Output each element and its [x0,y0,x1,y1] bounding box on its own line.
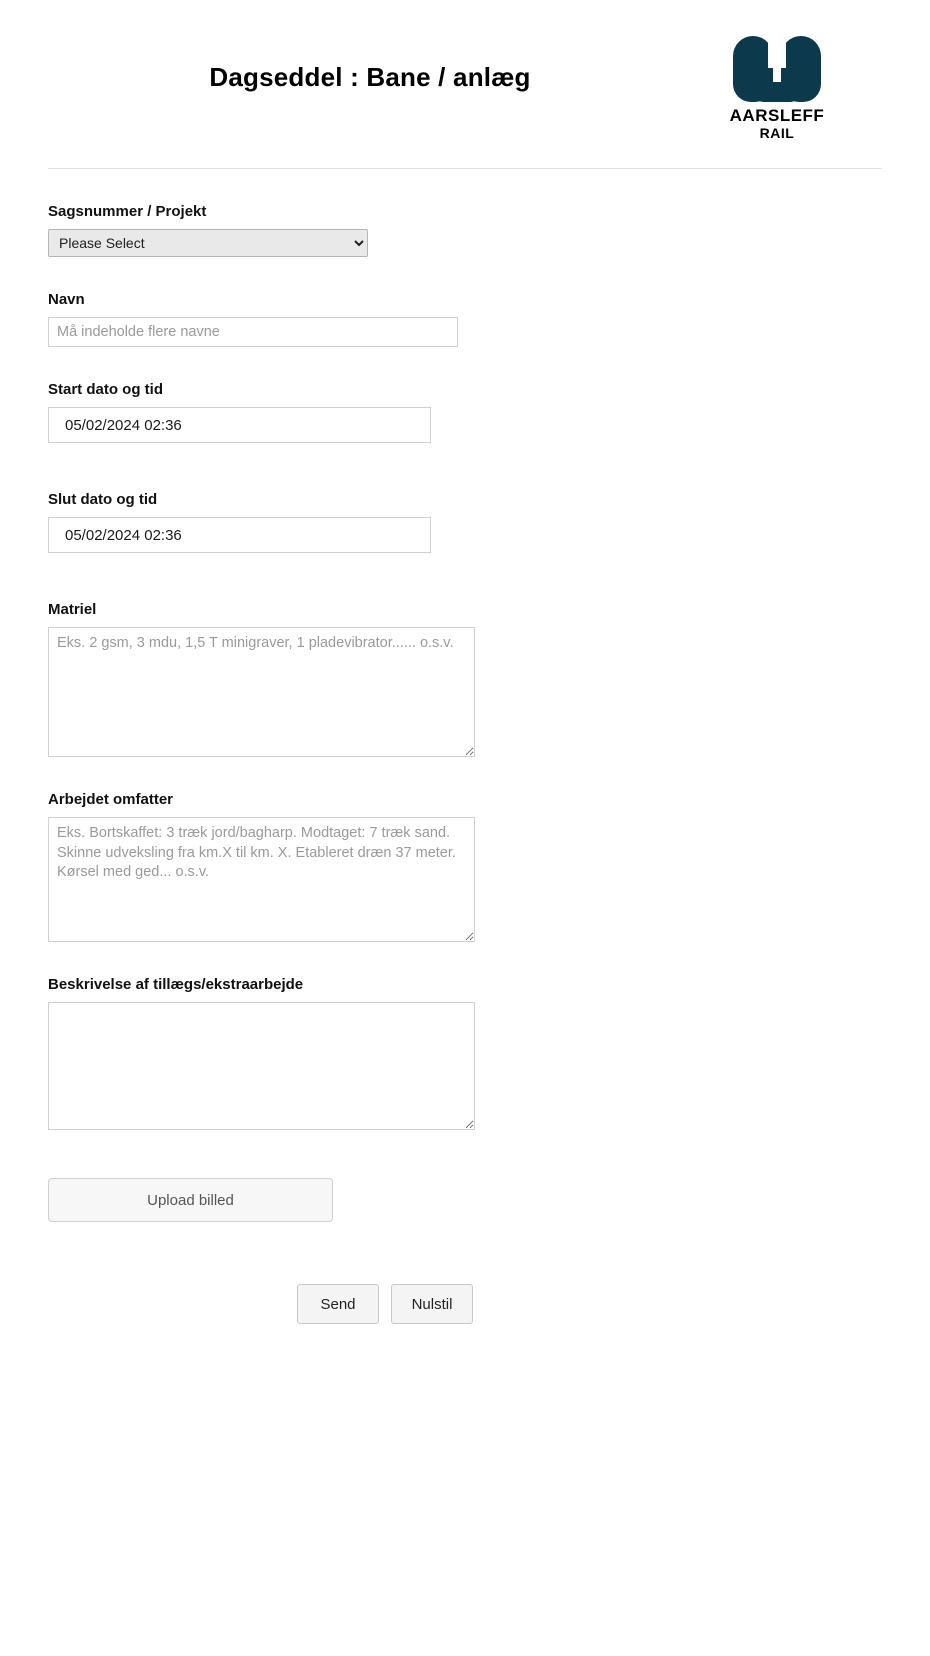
logo-text-secondary: RAIL [759,125,795,141]
field-project [48,203,882,257]
logo-text-primary: AARSLEFF [729,106,825,125]
project-label: Sagsnummer / Projekt [48,203,207,220]
beskrivelse-label: Beskrivelse af tillægs/ekstraarbejde [48,976,304,993]
beskrivelse-textarea[interactable] [48,1002,475,1130]
start-datetime-label: Start dato og tid [48,381,163,398]
reset-button[interactable]: Nulstil [391,1284,473,1324]
field-end-datetime [48,491,882,553]
send-button[interactable]: Send [297,1284,379,1324]
page-header [48,0,882,140]
company-logo [712,36,842,141]
start-datetime-input[interactable] [48,407,431,443]
field-beskrivelse [48,976,882,1130]
end-datetime-label: Slut dato og tid [48,491,158,508]
page-title: Dagseddel : Bane / anlæg [209,62,531,92]
end-datetime-input[interactable] [48,517,431,553]
matriel-textarea[interactable] [48,627,475,757]
field-start-datetime [48,381,882,443]
aarsleff-rail-logo-icon [731,36,823,102]
upload-image-button[interactable]: Upload billed [48,1178,333,1222]
header-divider [48,168,882,169]
submit-row [48,1284,882,1324]
name-input[interactable] [48,317,458,347]
matriel-label: Matriel [48,601,97,618]
arbejde-label: Arbejdet omfatter [48,791,174,808]
field-matriel [48,601,882,757]
name-label: Navn [48,291,85,308]
upload-row [48,1178,882,1222]
arbejde-textarea[interactable] [48,817,475,942]
project-select[interactable] [48,229,368,257]
field-name [48,291,882,347]
field-arbejde [48,791,882,942]
